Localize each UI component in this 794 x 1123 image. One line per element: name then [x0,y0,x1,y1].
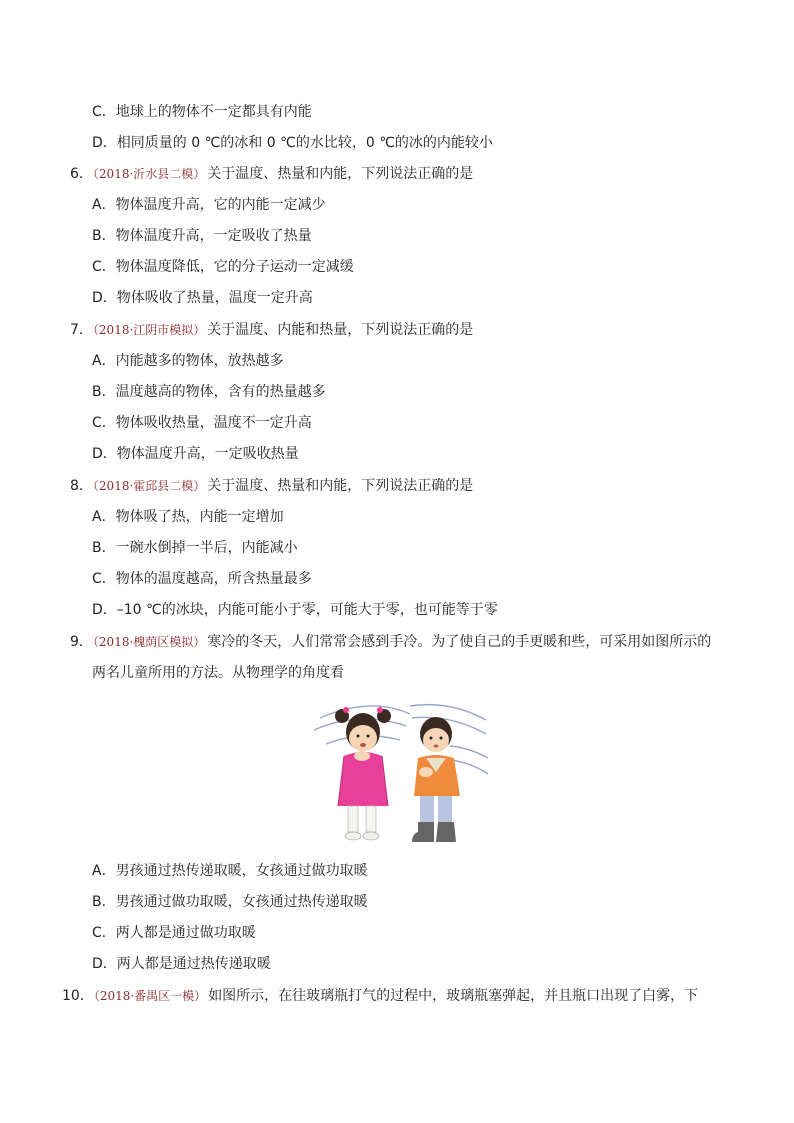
option-line: B．男孩通过做功取暖，女孩通过热传递取暖 [92,894,368,910]
boy-figure [412,717,460,842]
option-line: D．物体吸收了热量，温度一定升高 [92,290,313,306]
question-number: 6． [70,166,93,182]
option-line: D．两人都是通过热传递取暖 [92,956,271,972]
question-source: （2018·番禺区一模） [93,989,207,1003]
children-warming-hands-figure [300,696,490,852]
option-line: C．物体吸收热量，温度不一定升高 [92,415,312,431]
question-text: 关于温度、内能和热量，下列说法正确的是 [207,322,474,338]
question-number: 7． [70,322,93,338]
option-line: D．相同质量的 0 ℃的冰和 0 ℃的水比较，0 ℃的冰的内能较小 [92,135,493,151]
question-number: 8． [70,478,93,494]
question-7 [70,321,473,339]
option-line: A．物体吸了热，内能一定增加 [92,509,284,525]
question-continuation: 两名儿童所用的方法。从物理学的角度看 [92,665,344,681]
question-source: （2018·槐荫区模拟） [92,635,206,649]
question-source: （2018·江阴市模拟） [92,323,206,337]
option-line: B．物体温度升高，一定吸收了热量 [92,228,312,244]
question-8 [70,477,473,495]
option-line: C．两人都是通过做功取暖 [92,925,256,941]
option-line: D．物体温度升高，一定吸收热量 [92,446,299,462]
question-10 [62,987,698,1005]
question-text: 如图所示，在往玻璃瓶打气的过程中，玻璃瓶塞弹起，并且瓶口出现了白雾，下 [208,988,699,1004]
option-line: A．男孩通过热传递取暖，女孩通过做功取暖 [92,863,368,879]
option-line: A．物体温度升高，它的内能一定减少 [92,197,326,213]
question-text: 关于温度、热量和内能，下列说法正确的是 [207,478,474,494]
option-line: C．物体温度降低，它的分子运动一定减缓 [92,259,354,275]
question-source: （2018·霍邱县二模） [92,479,206,493]
question-9 [70,633,711,651]
question-text: 关于温度、热量和内能，下列说法正确的是 [207,166,474,182]
question-text: 寒冷的冬天，人们常常会感到手冷。为了使自己的手更暖和些，可采用如图所示的 [207,634,712,650]
girl-figure [335,707,391,840]
option-line: A．内能越多的物体，放热越多 [92,353,284,369]
option-line: C．地球上的物体不一定都具有内能 [92,104,312,120]
question-source: （2018·沂水县二模） [92,167,206,181]
question-number: 10． [62,988,94,1004]
option-line: C．物体的温度越高，所含热量最多 [92,571,312,587]
option-line: B．一碗水倒掉一半后，内能减小 [92,540,298,556]
option-line: D．–10 ℃的冰块，内能可能小于零，可能大于零，也可能等于零 [92,602,498,618]
question-6 [70,165,473,183]
option-line: B．温度越高的物体，含有的热量越多 [92,384,326,400]
question-number: 9． [70,634,93,650]
